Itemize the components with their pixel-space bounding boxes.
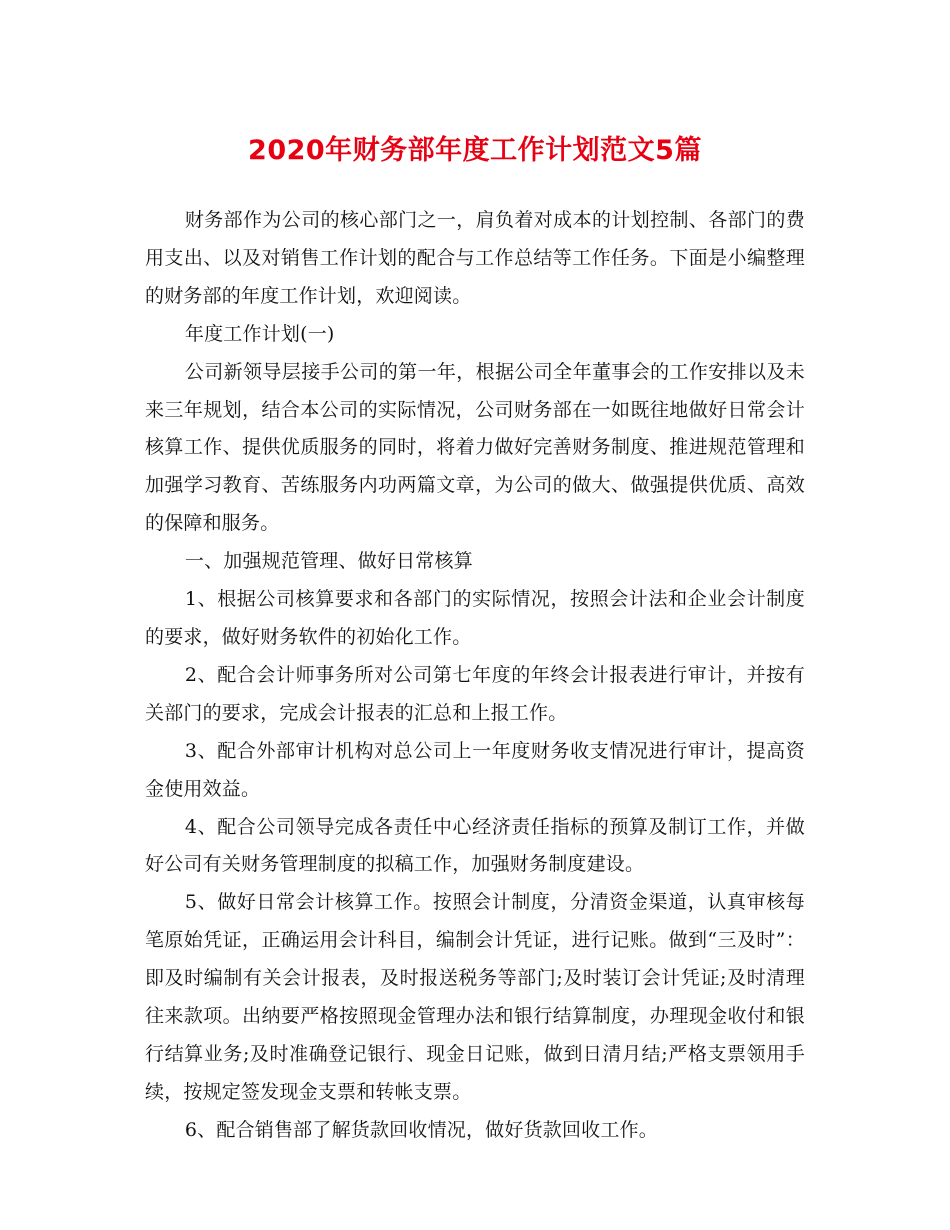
intro-paragraph: 财务部作为公司的核心部门之一，肩负着对成本的计划控制、各部门的费用支出、以及对销售工作计划的配合与工作总结等工作任务。下面是小编整理的财务部的年度工作计划，欢迎阅读。 xyxy=(145,209,805,307)
list-item-1: 1、根据公司核算要求和各部门的实际情况，按照会计法和企业会计制度的要求，做好财务软件的初始化工作。 xyxy=(145,588,805,648)
list-item-6: 6、配合销售部了解货款回收情况，做好货款回收工作。 xyxy=(184,1118,658,1141)
list-item-2: 2、配合会计师事务所对公司第七年度的年终会计报表进行审计，并按有关部门的要求，完成会计报表的汇总和上报工作。 xyxy=(145,663,805,724)
section-heading-plan-one: 年度工作计划(一) xyxy=(184,322,335,345)
list-item-4: 4、配合公司领导完成各责任中心经济责任指标的预算及制订工作，并做好公司有关财务管理制度的拟稿工作，加强财务制度建设。 xyxy=(145,815,805,876)
document-body xyxy=(145,202,805,1150)
list-item-3: 3、配合外部审计机构对总公司上一年度财务收支情况进行审计，提高资金使用效益。 xyxy=(145,739,805,800)
document-title: 2020年财务部年度工作计划范文5篇 xyxy=(248,135,702,166)
body-paragraph: 公司新领导层接手公司的第一年，根据公司全年董事会的工作安排以及未来三年规划，结合本公司的实际情况，公司财务部在一如既往地做好日常会计核算工作、提供优质服务的同时，将着力做好完善财务制度、推进规范管理和加强学习教育、苦练服务内功两篇文章，为公司的做大、做强提供优质、高效的保障和服务。 xyxy=(145,360,805,535)
list-item-5: 5、做好日常会计核算工作。按照会计制度，分清资金渠道，认真审核每笔原始凭证，正确运用会计科目，编制会计凭证，进行记账。做到“三及时”：即及时编制有关会计报表，及时报送税务等部门;及时装订会计凭证;及时清理往来款项。出纳要严格按照现金管理办法和银行结算制度，办理现金收付和银行结算业务;及时准确登记银行、现金日记账，做到日清月结;严格支票领用手续，按规定签发现金支票和转帐支票。 xyxy=(145,891,805,1103)
subsection-heading: 一、加强规范管理、做好日常核算 xyxy=(184,550,473,573)
